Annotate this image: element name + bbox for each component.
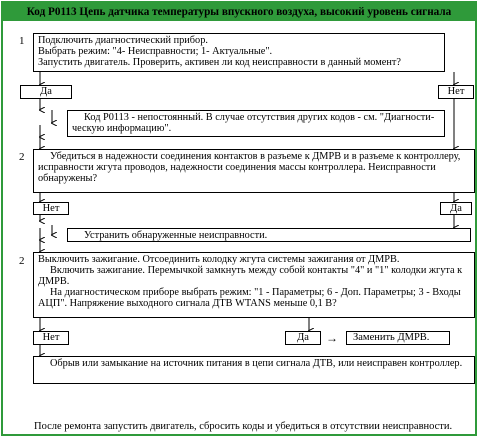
step1-no-label: Нет: [438, 85, 474, 99]
step3-question: [33, 252, 475, 318]
step3-yes-result: Заменить ДМРВ.: [346, 331, 450, 345]
step3-line1: Выключить зажигание. Отсоединить колодку жгута системы зажигания от ДМРВ.: [38, 254, 400, 265]
step2-yes-result: Устранить обнаруженные неисправности.: [67, 228, 471, 242]
step2-yes-label: Да: [440, 202, 472, 215]
step3-no-result: Обрыв или замыкание на источник питания в цепи сигнала ДТВ, или неисправен контроллер.: [33, 356, 475, 384]
step3-no-label: Нет: [33, 331, 69, 345]
footer-note: После ремонта запустить двигатель, сбросить коды и убедиться в отсутствии неисправности.: [34, 421, 453, 432]
page-title: Код Р0113 Цепь датчика температуры впускного воздуха, высокий уровень сигнала: [3, 3, 475, 21]
step1-yes-label: Да: [20, 85, 72, 99]
step1-question: [33, 33, 445, 72]
step2-question: Убедиться в надежности соединения контактов в разъеме к ДМРВ и в разъеме к контроллеру, исправности жгута проводов, надежности соединения массы контроллера. Неисправности обнаружены?: [33, 149, 475, 193]
step1-yes-result: Код Р0113 - непостоянный. В случае отсутствия других кодов - см. "Диагности-ческую информацию".: [67, 110, 445, 137]
step-number: 2: [19, 255, 25, 267]
step1-line1: Подключить диагностический прибор.: [38, 35, 208, 46]
step3-yes-label: Да: [285, 331, 321, 345]
step-number: 1: [19, 35, 25, 47]
step2-no-label: Нет: [33, 202, 69, 215]
step3-line3: На диагностическом приборе выбрать режим: "1 - Параметры; 6 - Доп. Параметры; 3 - Входы АЦП". Напряжение выходного сигнала ДТВ WTANS меньше 0,1 В?: [38, 287, 461, 309]
right-arrow-icon: →: [326, 331, 338, 345]
step1-line3: Запустить двигатель. Проверить, активен ли код неисправности в данный момент?: [38, 57, 401, 68]
step1-line2: Выбрать режим: "4- Неисправности; 1- Актуальные".: [38, 46, 273, 57]
step-number: 2: [19, 151, 25, 163]
step3-line2: Включить зажигание. Перемычкой замкнуть между собой контакты "4" и "1" колодки жгута к ДМРВ.: [38, 265, 463, 287]
